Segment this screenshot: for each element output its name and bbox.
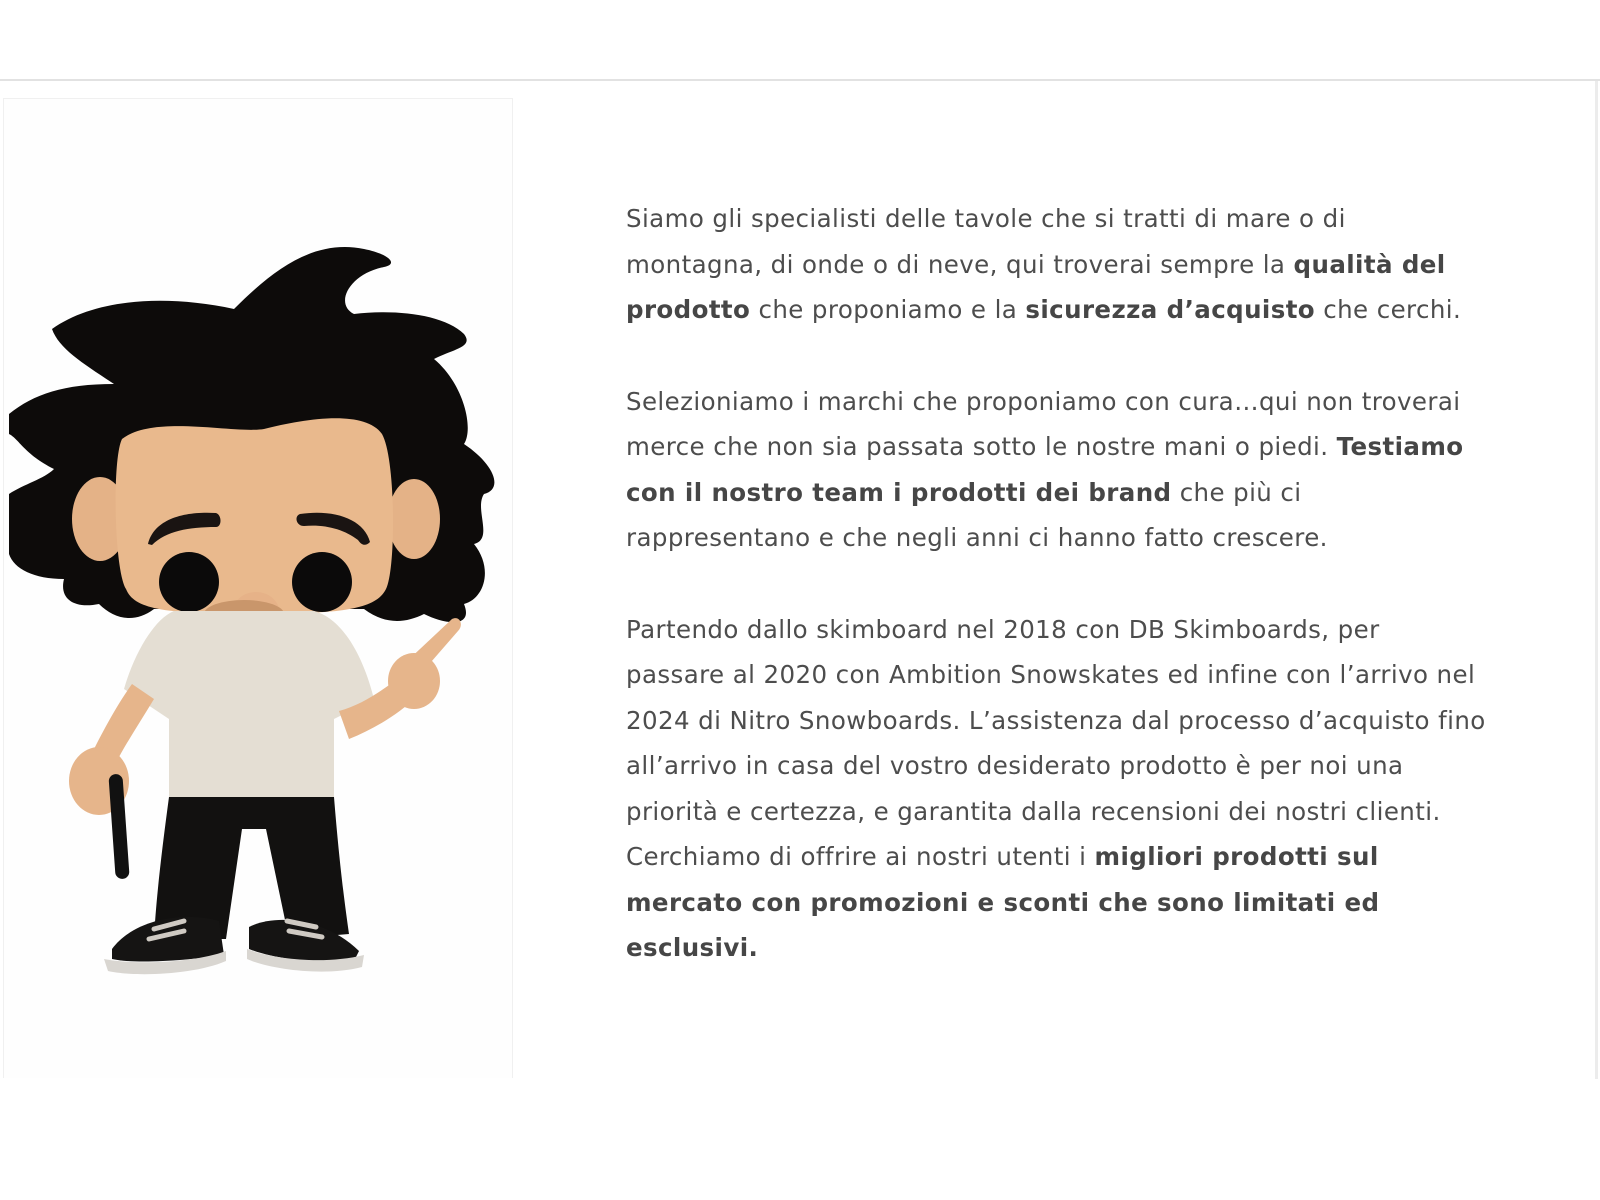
- right-ear: [388, 479, 440, 559]
- bold-text-segment: sicurezza d’acquisto: [1025, 295, 1316, 324]
- text-segment: Selezioniamo i marchi che proponiamo con cura…qui non troverai merce che non sia passata sotto le nostre mani o piedi.: [626, 386, 1461, 461]
- bold-text-segment: qualità del prodotto: [626, 249, 1446, 324]
- right-eye: [292, 552, 352, 612]
- mascot-figure-image: [4, 99, 514, 1079]
- bold-text-segment: migliori prodotti sul mercato con promozioni e sconti che sono limitati ed esclusivi.: [626, 842, 1380, 962]
- text-segment: Partendo dallo skimboard nel 2018 con DB Skimboards, per passare al 2020 con Ambition Snowskates ed infine con l’arrivo nel 2024 di Nitro Snowboards. L’assistenza dal processo d’acquisto fino all’arrivo in casa del vostro desiderato prodotto è per noi una priorità e certezza, e garantita dalla recensioni dei nostri clienti. Cerchiamo di offrire ai nostri utenti i: [626, 614, 1486, 871]
- text-segment: che cerchi.: [1315, 295, 1462, 324]
- right-edge-divider: [1595, 81, 1598, 1079]
- left-eye: [159, 552, 219, 612]
- text-segment: che proponiamo e la: [750, 295, 1026, 324]
- about-paragraph-2: [626, 379, 1486, 561]
- bold-text-segment: Testiamo con il nostro team i prodotti dei brand: [626, 432, 1464, 507]
- about-paragraph-3: [626, 607, 1486, 971]
- about-paragraph-1: [626, 196, 1486, 333]
- shirt: [124, 611, 374, 799]
- text-segment: Siamo gli specialisti delle tavole che si tratti di mare o di montagna, di onde o di neve, qui troverai sempre la: [626, 204, 1346, 279]
- mascot-image-panel: [3, 98, 513, 1078]
- top-header-bar: [0, 0, 1600, 81]
- about-text-column: [626, 196, 1486, 1017]
- text-segment: che più ci rappresentano e che negli anni ci hanno fatto crescere.: [626, 477, 1328, 552]
